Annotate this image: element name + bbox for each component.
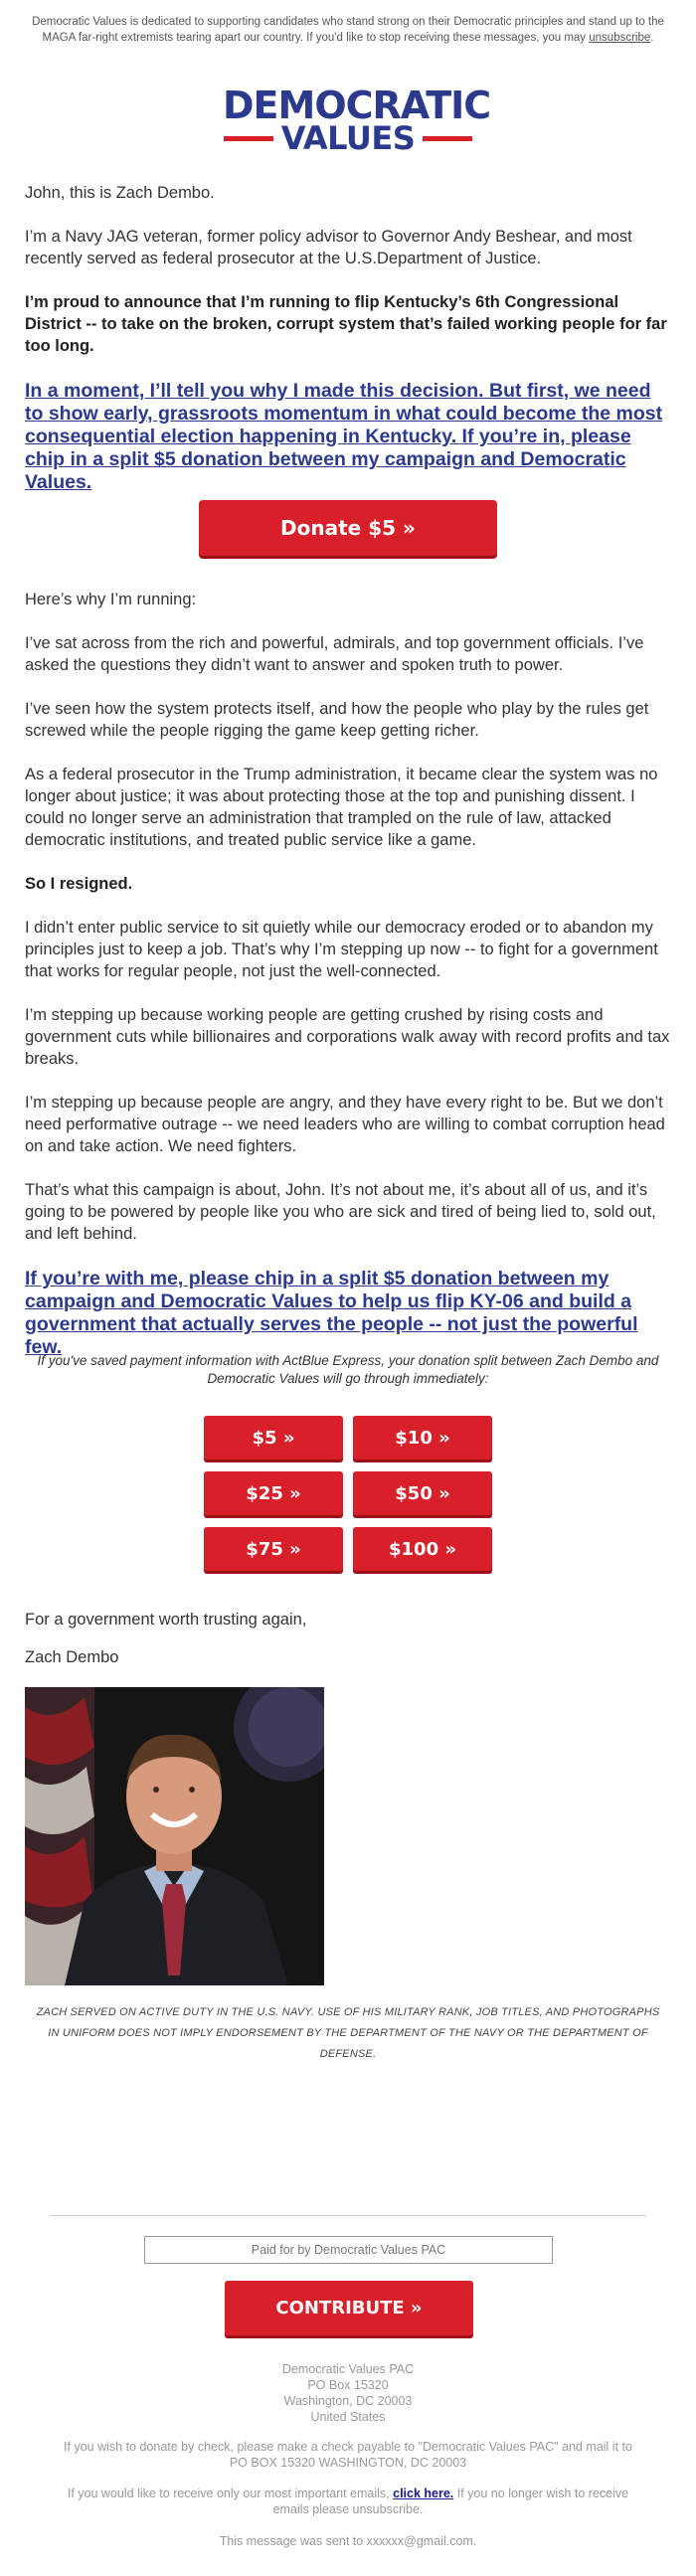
paragraph-6: I’m stepping up because people are angry, and they have every right to be. But we don’t need performative outrage -- we need leaders who are willing to combat corruption head on and take action. We need fighters. [25,1094,665,1155]
address-line: PO Box 15320 [307,2378,389,2392]
paragraph-1: I’ve sat across from the rich and powerful, admirals, and top government officials. I’ve asked the questions they didn’t want to answer and spoken truth to power. [25,634,644,674]
footer-divider [50,2215,646,2216]
logo-bottom-text: VALUES [280,119,416,157]
greeting: John, this is Zach Dembo. [25,184,215,202]
signature-name: Zach Dembo [25,1648,119,1666]
header-disclaimer: Democratic Values is dedicated to supporting candidates who stand strong on their Democratic principles and stand up to the MAGA far-right extremists tearing apart our country. If you'd like to stop receiving these messages, you may unsubscribe. [32,16,664,44]
address-line: Democratic Values PAC [281,2362,415,2376]
paragraph-3: As a federal prosecutor in the Trump administration, it became clear the system was no longer about justice; it was about protecting those at the top and punishing dissent. I could no longer serve an administration that trampled on the rule of law, attacked democratic institutions, and treated public service like a game. [25,766,658,849]
candidate-portrait-illustration [25,1687,324,1985]
preferences-text-pre: If you would like to receive only our most important emails, [67,2487,390,2500]
donate-amount-5-button[interactable]: $5 » [204,1416,343,1460]
closing-line: For a government worth trusting again, [25,1611,307,1629]
important-emails-link[interactable]: click here. [393,2487,454,2500]
footer-address [50,2361,646,2425]
logo-right-bar [423,136,472,141]
headline-link-2[interactable]: If you’re with me, please chip in a split $5 donation between my campaign and Democratic Values to help us flip KY-06 and build a government that actually serves the people -- not just the powerful few. [25,1268,638,1358]
military-disclaimer-caption: ZACH SERVED ON ACTIVE DUTY IN THE U.S. NAVY. USE OF HIS MILITARY RANK, JOB TITLES, AND PHOTOGRAPHS IN UNIFORM DOES NOT IMPLY ENDORSEMENT BY THE DEPARTMENT OF THE NAVY OR THE DEPARTMENT OF DEFENSE. [36,2006,660,2060]
announcement-paragraph: I’m proud to announce that I’m running to flip Kentucky’s 6th Congressional District -- to take on the broken, corrupt system that’s failed working people for far too long. [25,293,667,355]
logo-left-bar [224,136,273,141]
candidate-photo [25,1687,324,1985]
footer-preferences [50,2486,646,2517]
disclaimer-text: Democratic Values is dedicated to supporting candidates who stand strong on their Democratic principles and stand up to the MAGA far-right extremists tearing apart our country. If you'd like to stop receiving these messages, you may [32,16,664,44]
paragraph-7: That’s what this campaign is about, John. It’s not about me, it’s about all of us, and it’s going to be powered by people like you who are sick and tired of being lied to, sold out, and left behind. [25,1181,656,1243]
paragraph-4: I didn’t enter public service to sit quietly while our democracy eroded or to abandon my principles just to keep a job. That’s why I’m stepping up now -- to fight for a government that works for regular people, not just the well-connected. [25,919,658,980]
donate-amount-10-button[interactable]: $10 » [353,1416,492,1460]
donate-amount-50-button[interactable]: $50 » [353,1471,492,1515]
donate-5-button[interactable]: Donate $5 » [199,500,497,556]
paragraph-5: I’m stepping up because working people are getting crushed by rising costs and government cuts while billionaires and corporations walk away with record profits and tax breaks. [25,1006,670,1068]
paragraph-2: I’ve seen how the system protects itself, and how the people who play by the rules get screwed while the people rigging the game keep getting richer. [25,700,649,740]
logo-top-text: DEMOCRATIC [223,84,491,127]
preferences-text-post: If you no longer wish to receive emails please unsubscribe. [272,2487,629,2516]
actblue-note: If you've saved payment information with ActBlue Express, your donation split between Zach Dembo and Democratic Values will go through immediately: [37,1353,659,1386]
unsubscribe-link[interactable]: unsubscribe [589,32,651,44]
donate-amount-100-button[interactable]: $100 » [353,1527,492,1571]
address-line: United States [310,2410,386,2424]
donate-amount-75-button[interactable]: $75 » [204,1527,343,1571]
why-paragraph: Here’s why I’m running: [25,591,197,608]
footer-check-note: If you wish to donate by check, please make a check payable to "Democratic Values PAC" and mail it to PO BOX 15320 WASHINGTON, DC 20003 [64,2440,632,2470]
headline-link-1[interactable]: In a moment, I’ll tell you why I made this decision. But first, we need to show early, grassroots momentum in what could become the most consequential election happening in Kentucky. If you’re in, please chip in a split $5 donation between my campaign and Democratic Values. [25,380,663,493]
paid-for-box: Paid for by Democratic Values PAC [144,2236,553,2264]
donate-amount-25-button[interactable]: $25 » [204,1471,343,1515]
footer-sent-to: This message was sent to xxxxxx@gmail.com. [219,2534,477,2548]
address-line: Washington, DC 20003 [283,2394,413,2408]
resigned-paragraph: So I resigned. [25,875,133,893]
intro-paragraph: I’m a Navy JAG veteran, former policy advisor to Governor Andy Beshear, and most recently served as federal prosecutor at the U.S.Department of Justice. [25,228,632,267]
contribute-button[interactable]: CONTRIBUTE » [225,2281,473,2335]
democratic-values-logo [223,84,491,157]
logo-bottom-row [223,119,473,157]
